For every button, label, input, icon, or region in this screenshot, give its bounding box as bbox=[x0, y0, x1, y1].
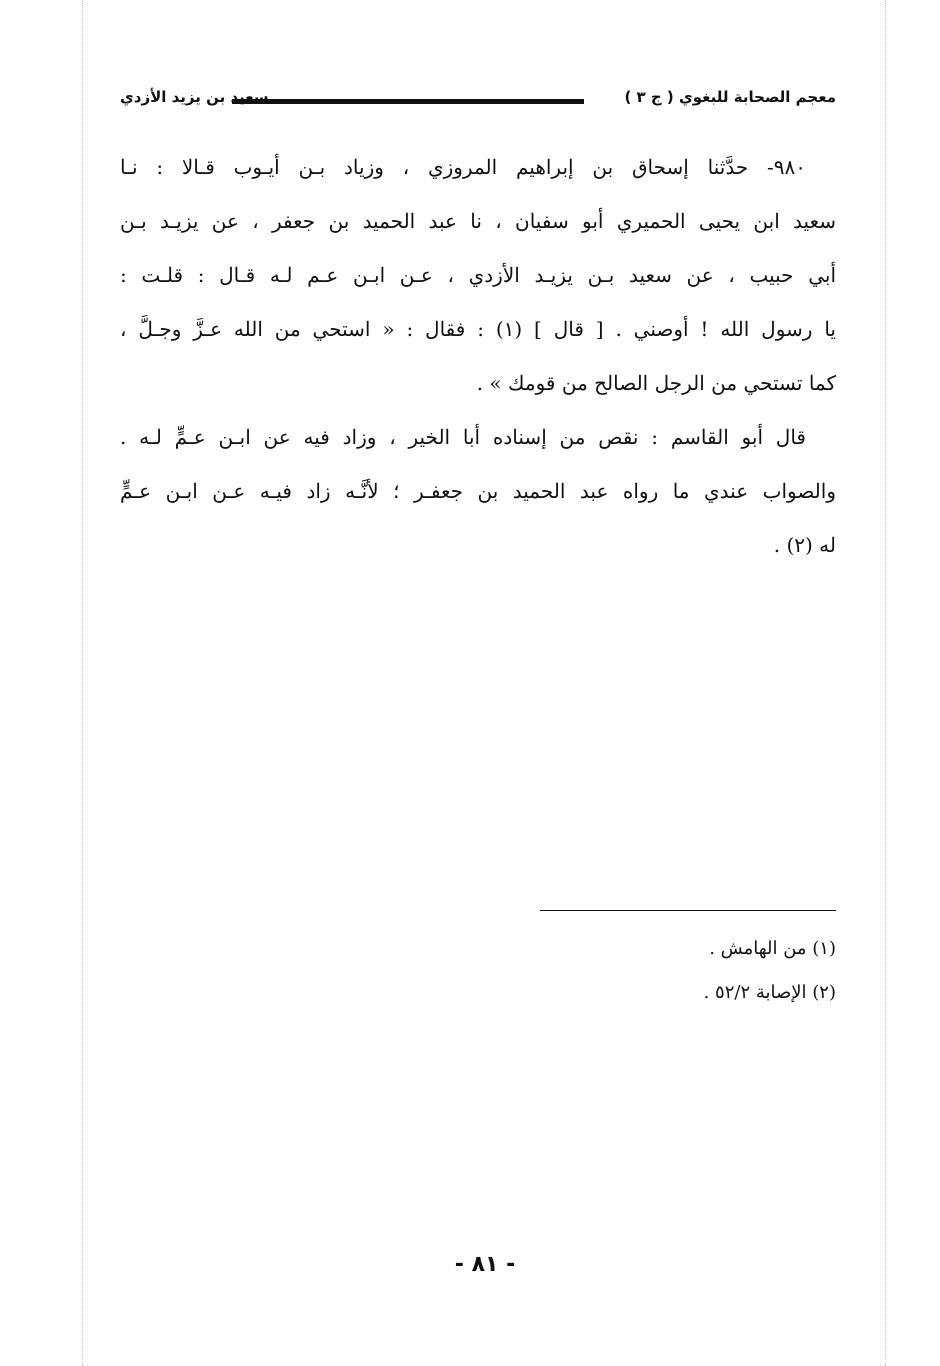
scan-edge-right bbox=[885, 0, 886, 1366]
footnote-item: (٢) الإصابة ٥٢/٢ . bbox=[703, 982, 836, 1003]
body-line: ٩٨٠- حدَّثنا إسحاق بن إبراهيم المروزي ، وزياد بـن أيـوب قـالا : نـا bbox=[120, 155, 806, 179]
header-book-title: معجم الصحابة للبغوي ( ج ٣ ) bbox=[624, 88, 836, 106]
body-line: كما تستحي من الرجل الصالح من قومك » . bbox=[476, 371, 836, 395]
header-rule bbox=[232, 99, 584, 104]
running-header bbox=[120, 88, 836, 118]
body-line: له (٢) . bbox=[773, 533, 836, 557]
body-text bbox=[120, 140, 836, 572]
body-line: قال أبو القاسم : نقص من إسناده أبا الخير ، وزاد فيه عن ابـن عـمٍّ لـه . bbox=[120, 425, 806, 449]
page-number: - ٨١ - bbox=[454, 1252, 516, 1277]
footnote-item: (١) من الهامش . bbox=[709, 938, 836, 959]
footnote-separator bbox=[540, 910, 836, 911]
header-subject: سعيد بن يزيد الأزدي bbox=[120, 88, 269, 106]
body-line: والصواب عندي ما رواه عبد الحميد بن جعفـر ؛ لأنَّـه زاد فيـه عـن ابـن عـمٍّ bbox=[120, 479, 836, 503]
scan-edge-left bbox=[82, 0, 83, 1366]
body-line: سعيد ابن يحيى الحميري أبو سفيان ، نا عبد الحميد بن جعفر ، عن يزيـد بـن bbox=[120, 209, 836, 233]
footnotes bbox=[540, 930, 836, 1018]
body-line: يا رسول الله ! أوصني . [ قال ] (١) : فقال : « استحي من الله عـزَّ وجـلَّ ، bbox=[120, 317, 836, 341]
body-line: أبي حبيب ، عن سعيد بـن يزيـد الأزدي ، عـن ابـن عـم لـه قـال : قلـت : bbox=[120, 263, 836, 287]
